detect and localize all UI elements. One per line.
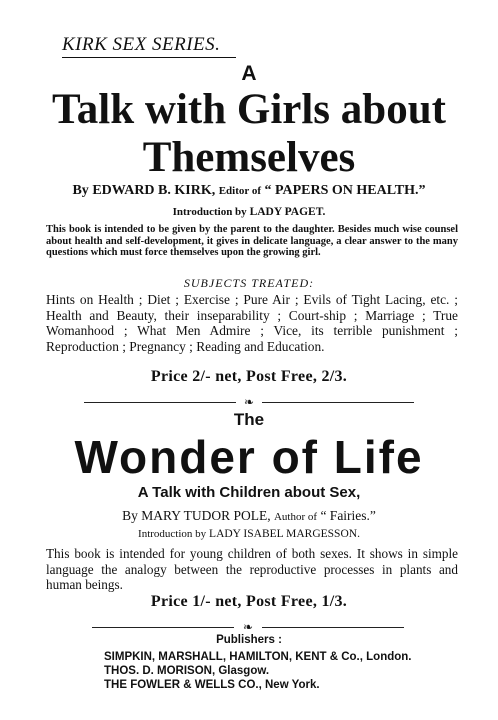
subjects-list: Hints on Health ; Diet ; Exercise ; Pure Air ; Evils of Tight Lacing, etc. ; Health and Beauty, their inseparability ; Court-ship ; Marriage ; True Womanhood ; What Men Admire ; Vice, its terrible punishment ; Reproduction ; Pregnancy ; Reading and Education.	[46, 292, 458, 354]
publisher-line: THOS. D. MORISON, Glasgow.	[104, 665, 270, 677]
book2-article: The	[233, 410, 265, 429]
publisher-line: SIMPKIN, MARSHALL, HAMILTON, KENT & Co., London.	[104, 651, 412, 663]
ornament-icon: ❧	[243, 395, 255, 409]
book1-article: A	[241, 62, 257, 85]
book1-author: EDWARD B. KIRK,	[92, 183, 216, 198]
book2-author-role: Author of	[273, 511, 318, 523]
book1-by-prefix: By	[72, 183, 89, 198]
book1-title-line1: Talk with Girls about	[52, 86, 446, 133]
book2-byline	[20, 508, 478, 524]
book1-description: This book is intended to be given by the parent to the daughter. Besides much wise counsel about health and self-development, it gives in delicate language, a clear answer to the many questions which must force themselves upon the growing girl.	[46, 224, 458, 258]
book1-author-work: “ PAPERS ON HEALTH.”	[264, 183, 426, 198]
book1-intro-name: LADY PAGET.	[249, 206, 326, 218]
book2-author: MARY TUDOR POLE,	[141, 508, 271, 523]
book1-intro-prefix: Introduction by	[172, 206, 247, 218]
divider2-rule-left	[92, 627, 234, 628]
book1-price: Price 2/- net, Post Free, 2/3.	[150, 368, 348, 385]
series-heading: KIRK SEX SERIES.	[62, 34, 221, 55]
divider-rule-left	[84, 402, 236, 403]
publishers-heading: Publishers :	[216, 634, 282, 646]
subjects-heading: SUBJECTS TREATED:	[183, 276, 315, 290]
book2-by-prefix: By	[122, 508, 138, 523]
book1-title-line2: Themselves	[142, 134, 356, 181]
book2-intro-prefix: Introduction by	[138, 528, 207, 540]
book2-intro-name: LADY ISABEL MARGESSON.	[209, 528, 360, 540]
divider2-rule-right	[262, 627, 404, 628]
series-underline	[62, 57, 236, 58]
book1-introduction	[40, 206, 458, 218]
ornament2-icon: ❧	[242, 620, 254, 634]
book2-title: Wonder of Life	[74, 431, 424, 483]
book1-author-role: Editor of	[218, 185, 261, 197]
divider-rule-right	[262, 402, 414, 403]
book2-description: This book is intended for young children of both sexes. It shows in simple language the analogy between the reproductive processes in plants and human beings.	[46, 546, 458, 592]
book2-price: Price 1/- net, Post Free, 1/3.	[150, 593, 348, 610]
publishers-list	[104, 650, 412, 692]
book1-byline	[20, 183, 478, 199]
book2-author-work: “ Fairies.”	[320, 508, 376, 523]
publisher-line: THE FOWLER & WELLS CO., New York.	[104, 679, 320, 691]
book2-introduction	[40, 528, 458, 540]
book2-subtitle: A Talk with Children about Sex,	[137, 484, 361, 501]
